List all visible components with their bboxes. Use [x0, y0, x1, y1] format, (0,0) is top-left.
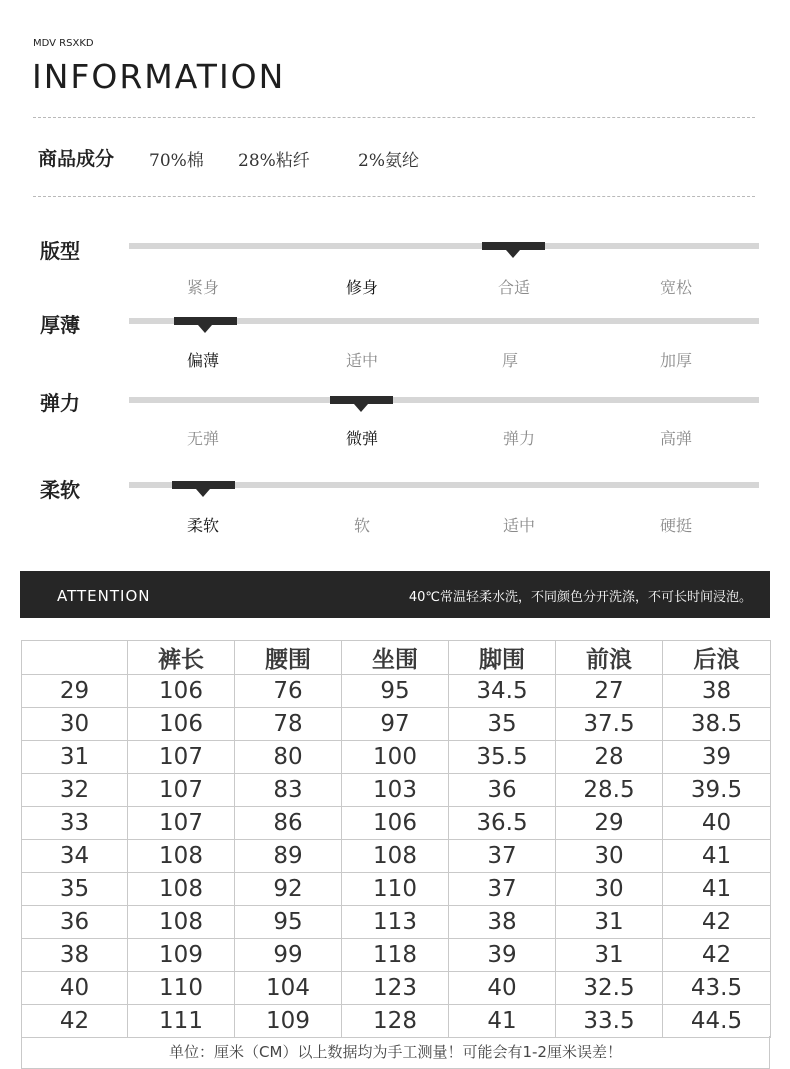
table-cell: 95: [342, 675, 449, 708]
table-cell: 86: [235, 807, 342, 840]
table-cell: 35: [449, 708, 556, 741]
softness-option: 硬挺: [659, 516, 692, 535]
table-row: [22, 1005, 771, 1038]
table-cell: 41: [663, 873, 771, 906]
fit-scale-marker-pointer: [506, 250, 520, 258]
table-cell: 36: [22, 906, 128, 939]
composition-item: 2%氨纶: [358, 151, 419, 171]
table-cell: 128: [342, 1005, 449, 1038]
table-cell: 30: [556, 873, 663, 906]
attribute-label-softness: 柔软: [40, 478, 80, 502]
softness-option-selected: 柔软: [186, 516, 219, 535]
thickness-option: 加厚: [659, 351, 692, 370]
softness-scale-marker: [172, 481, 235, 489]
table-cell: 41: [449, 1005, 556, 1038]
elasticity-option-selected: 微弹: [345, 429, 378, 448]
elasticity-scale-marker: [330, 396, 393, 404]
table-row: [22, 873, 771, 906]
divider: [33, 117, 755, 118]
table-cell: 39: [449, 939, 556, 972]
table-cell: 39.5: [663, 774, 771, 807]
table-cell: 38: [22, 939, 128, 972]
table-cell: 33.5: [556, 1005, 663, 1038]
table-footer-note: 单位：厘米（CM）以上数据均为手工测量！可能会有1-2厘米误差！: [21, 1036, 770, 1069]
table-cell: 109: [235, 1005, 342, 1038]
table-cell: 109: [128, 939, 235, 972]
table-row: [22, 807, 771, 840]
attention-banner: [20, 571, 770, 618]
table-cell: 31: [22, 741, 128, 774]
table-cell: 111: [128, 1005, 235, 1038]
table-row: [22, 774, 771, 807]
table-cell: 44.5: [663, 1005, 771, 1038]
composition-item: 70%棉: [149, 151, 204, 171]
attention-title: ATTENTION: [57, 587, 151, 605]
table-cell: 42: [663, 906, 771, 939]
table-cell: 32: [22, 774, 128, 807]
table-cell: 80: [235, 741, 342, 774]
page-title: INFORMATION: [32, 57, 286, 96]
table-row: [22, 675, 771, 708]
table-cell: 108: [128, 840, 235, 873]
attribute-label-elasticity: 弹力: [40, 391, 80, 415]
table-cell: 78: [235, 708, 342, 741]
table-cell: 76: [235, 675, 342, 708]
brand-small-label: MDV RSXKD: [33, 38, 94, 49]
elasticity-scale-marker-pointer: [354, 404, 368, 412]
table-cell: 27: [556, 675, 663, 708]
table-cell: 35: [22, 873, 128, 906]
table-cell: 42: [22, 1005, 128, 1038]
table-cell: 37.5: [556, 708, 663, 741]
table-cell: 104: [235, 972, 342, 1005]
table-cell: 41: [663, 840, 771, 873]
table-cell: 106: [128, 675, 235, 708]
table-cell: 95: [235, 906, 342, 939]
fit-option: 紧身: [186, 278, 219, 297]
table-cell: 108: [128, 906, 235, 939]
table-cell: 32.5: [556, 972, 663, 1005]
table-row: [22, 939, 771, 972]
fit-option: 宽松: [659, 278, 692, 297]
table-cell: 107: [128, 807, 235, 840]
table-header-row: [22, 641, 771, 675]
fit-scale-marker: [482, 242, 545, 250]
table-cell: 123: [342, 972, 449, 1005]
elasticity-scale-track: [129, 397, 759, 403]
table-cell: 38.5: [663, 708, 771, 741]
thickness-scale-marker-pointer: [198, 325, 212, 333]
table-cell: 36.5: [449, 807, 556, 840]
table-cell: 42: [663, 939, 771, 972]
table-cell: 40: [22, 972, 128, 1005]
table-cell: 89: [235, 840, 342, 873]
attribute-label-fit: 版型: [40, 239, 80, 263]
table-cell: 107: [128, 774, 235, 807]
table-row: [22, 741, 771, 774]
composition-item: 28%粘纤: [238, 151, 310, 171]
table-cell: 92: [235, 873, 342, 906]
attention-note: 40℃常温轻柔水洗，不同颜色分开洗涤，不可长时间浸泡。: [408, 590, 752, 605]
table-row: [22, 972, 771, 1005]
header-cell: 腰围: [235, 641, 342, 675]
table-cell: 40: [449, 972, 556, 1005]
table-cell: 37: [449, 840, 556, 873]
table-cell: 28.5: [556, 774, 663, 807]
table-cell: 31: [556, 939, 663, 972]
thickness-option-selected: 偏薄: [186, 351, 219, 370]
header-cell: 坐围: [342, 641, 449, 675]
table-cell: 113: [342, 906, 449, 939]
elasticity-option: 高弹: [659, 429, 692, 448]
table-cell: 35.5: [449, 741, 556, 774]
table-cell: 38: [449, 906, 556, 939]
header-cell: 后浪: [663, 641, 771, 675]
table-cell: 29: [556, 807, 663, 840]
table-cell: 83: [235, 774, 342, 807]
table-cell: 33: [22, 807, 128, 840]
table-cell: 29: [22, 675, 128, 708]
table-cell: 28: [556, 741, 663, 774]
header-cell: 前浪: [556, 641, 663, 675]
table-cell: 31: [556, 906, 663, 939]
table-cell: 37: [449, 873, 556, 906]
table-cell: 34.5: [449, 675, 556, 708]
table-cell: 110: [342, 873, 449, 906]
table-cell: 103: [342, 774, 449, 807]
table-cell: 110: [128, 972, 235, 1005]
softness-scale-marker-pointer: [196, 489, 210, 497]
table-cell: 108: [128, 873, 235, 906]
table-cell: 36: [449, 774, 556, 807]
table-cell: 38: [663, 675, 771, 708]
header-cell: 裤长: [128, 641, 235, 675]
table-cell: 99: [235, 939, 342, 972]
thickness-option: 适中: [345, 351, 378, 370]
table-cell: 30: [22, 708, 128, 741]
softness-option: 软: [353, 516, 370, 535]
table-cell: 118: [342, 939, 449, 972]
divider: [33, 196, 755, 197]
thickness-option: 厚: [501, 351, 518, 370]
table-row: [22, 906, 771, 939]
header-cell: [22, 641, 128, 675]
table-cell: 106: [342, 807, 449, 840]
table-cell: 97: [342, 708, 449, 741]
fit-scale-track: [129, 243, 759, 249]
attribute-label-thickness: 厚薄: [40, 313, 80, 337]
table-cell: 34: [22, 840, 128, 873]
composition-label: 商品成分: [38, 148, 115, 170]
elasticity-option: 弹力: [502, 429, 535, 448]
table-row: [22, 840, 771, 873]
header-cell: 脚围: [449, 641, 556, 675]
table-cell: 39: [663, 741, 771, 774]
table-cell: 108: [342, 840, 449, 873]
table-cell: 30: [556, 840, 663, 873]
fit-option: 合适: [497, 278, 530, 297]
table-cell: 106: [128, 708, 235, 741]
softness-option: 适中: [502, 516, 535, 535]
table-cell: 40: [663, 807, 771, 840]
table-row: [22, 708, 771, 741]
table-cell: 107: [128, 741, 235, 774]
table-cell: 100: [342, 741, 449, 774]
size-table: [21, 640, 771, 1038]
table-cell: 43.5: [663, 972, 771, 1005]
fit-option-selected: 修身: [345, 278, 378, 297]
elasticity-option: 无弹: [186, 429, 219, 448]
thickness-scale-marker: [174, 317, 237, 325]
